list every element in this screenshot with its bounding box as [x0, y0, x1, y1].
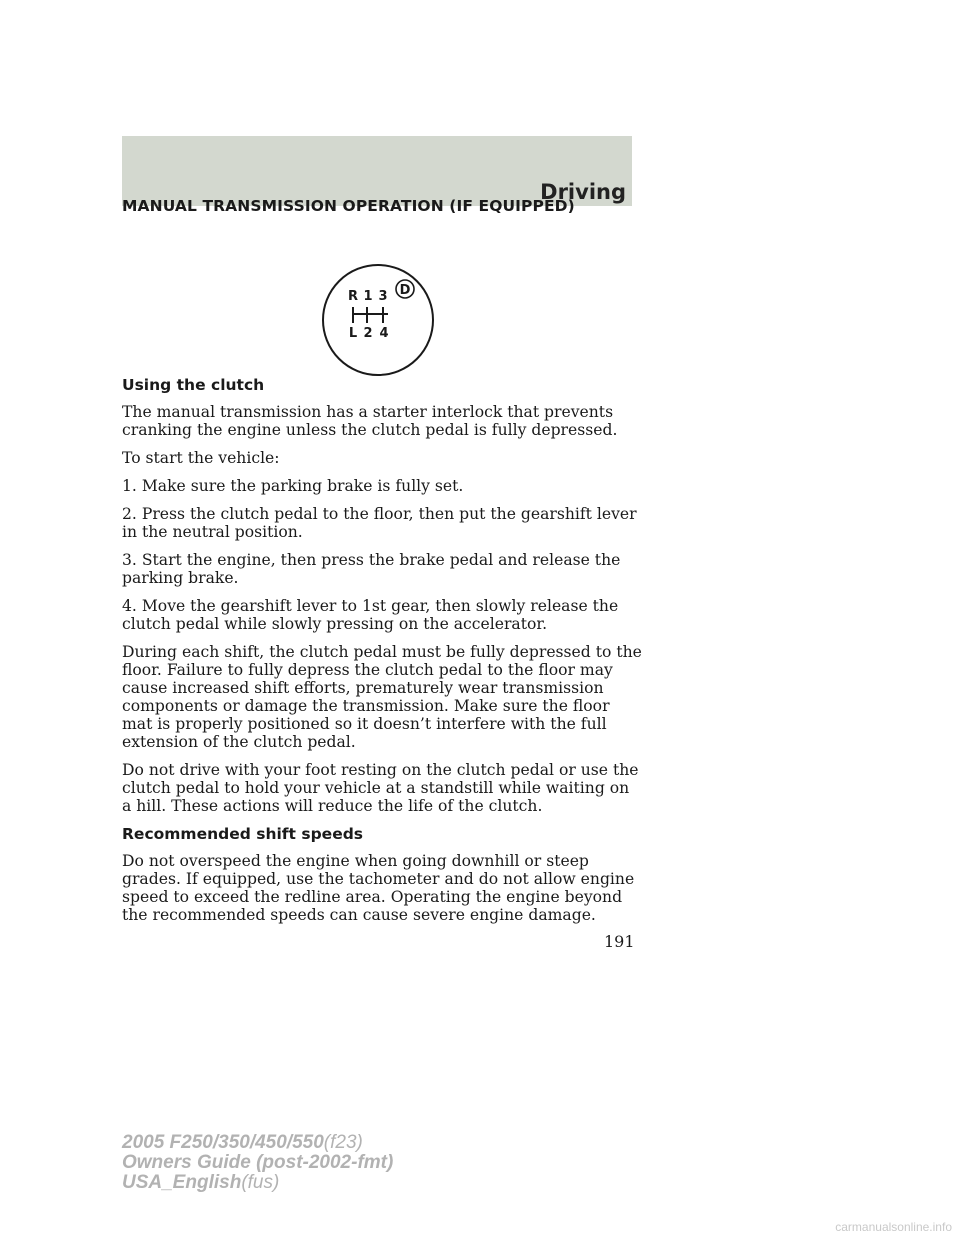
page-number: 191 — [604, 932, 635, 951]
step-1: 1. Make sure the parking brake is fully set. — [122, 477, 464, 495]
gear-label-1: 1 — [363, 289, 373, 304]
section-header-title: Driving — [540, 180, 626, 204]
step-3: 3. Start the engine, then press the brake pedal and release the parking brake. — [122, 551, 621, 587]
step-2: 2. Press the clutch pedal to the floor, then put the gearshift lever in the neutral position. — [122, 505, 637, 541]
section-title: MANUAL TRANSMISSION OPERATION (IF EQUIPPED) — [122, 197, 575, 215]
clutch-heading: Using the clutch — [122, 376, 265, 394]
shift-speeds-heading: Recommended shift speeds — [122, 825, 364, 843]
start-intro: To start the vehicle: — [122, 449, 280, 467]
shift-pattern-diagram — [320, 262, 436, 378]
gear-label-r: R — [347, 289, 359, 304]
interlock-paragraph: The manual transmission has a starter interlock that prevents cranking the engine unless the clutch pedal is fully depressed. — [122, 403, 618, 439]
document-footer — [122, 1133, 393, 1193]
section-header-band — [122, 136, 632, 206]
page-content — [122, 376, 642, 934]
footer-model-code: (f23) — [323, 1132, 363, 1153]
shift-knob-outline — [323, 265, 433, 375]
gear-label-l: L — [348, 326, 358, 341]
footer-language-code: (fus) — [241, 1172, 280, 1193]
footer-language: USA_English — [122, 1172, 242, 1193]
step-4: 4. Move the gearshift lever to 1st gear, then slowly release the clutch pedal while slowly pressing on the accelerator. — [122, 597, 619, 633]
gear-label-3: 3 — [378, 289, 388, 304]
overspeed-paragraph: Do not overspeed the engine when going downhill or steep grades. If equipped, use the tachometer and do not allow engine speed to exceed the redline area. Operating the engine beyond the recommended speeds can cause severe engine damage. — [122, 852, 635, 924]
footer-line-1 — [122, 1133, 393, 1153]
footer-line-2: Owners Guide (post-2002-fmt) — [122, 1152, 394, 1173]
gear-label-4: 4 — [379, 326, 389, 341]
gear-label-2: 2 — [363, 326, 373, 341]
foot-rest-paragraph: Do not drive with your foot resting on the clutch pedal or use the clutch pedal to hold your vehicle at a standstill while waiting on a hill. These actions will reduce the life of the clutch. — [122, 761, 639, 815]
footer-line-3 — [122, 1173, 393, 1193]
watermark: carmanualsonline.info — [835, 1220, 952, 1234]
shift-paragraph: During each shift, the clutch pedal must be fully depressed to the floor. Failure to fully depress the clutch pedal to the floor may cause increased shift efforts, prematurely wear transmission components or damage the transmission. Make sure the floor mat is properly positioned so it doesn’t interfere with the full extension of the clutch pedal. — [122, 643, 642, 751]
footer-model: 2005 F250/350/450/550 — [122, 1132, 324, 1153]
gear-label-d: D — [399, 283, 411, 298]
